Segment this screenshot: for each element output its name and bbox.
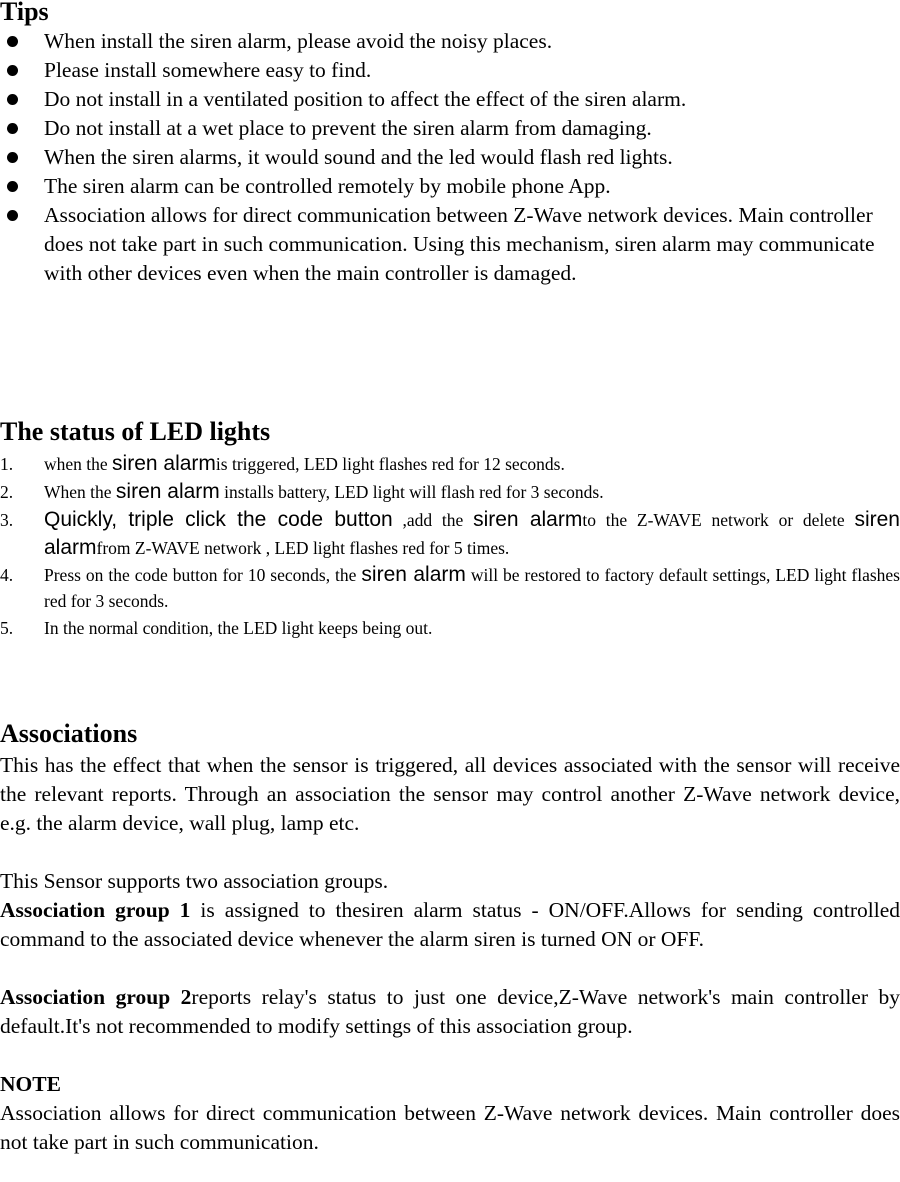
list-item — [0, 201, 900, 288]
list-item — [0, 172, 900, 201]
association-group-1 — [0, 896, 900, 954]
association-group-2 — [0, 983, 900, 1041]
tip-text: Association allows for direct communication between Z-Wave network devices. Main controller does not take part in such communication. Using this mechanism, siren alarm may communicate with other devices even when the main controller is damaged. — [44, 203, 875, 285]
tip-text: Do not install in a ventilated position to affect the effect of the siren alarm. — [44, 87, 687, 111]
item-term: siren alarm — [44, 508, 900, 559]
list-item — [0, 506, 900, 562]
item-text: When the — [44, 482, 116, 502]
list-item — [0, 56, 900, 85]
bullet-icon — [7, 210, 18, 221]
tip-text: Do not install at a wet place to prevent the siren alarm from damaging. — [44, 116, 652, 140]
list-item — [0, 478, 900, 506]
bullet-icon — [7, 123, 18, 134]
tip-text: The siren alarm can be controlled remotely by mobile phone App. — [44, 174, 611, 198]
bullet-icon — [7, 36, 18, 47]
item-number: 5. — [0, 618, 14, 638]
item-number: 1. — [0, 454, 14, 474]
item-number: 3. — [0, 510, 14, 530]
associations-intro: This has the effect that when the sensor is triggered, all devices associated with the sensor will receive the relevant reports. Through an association the sensor may control another Z-Wave network device, e.g. the alarm device, wall plug, lamp etc. — [0, 753, 900, 835]
item-text: ,add the — [392, 510, 474, 530]
item-number: 2. — [0, 482, 14, 502]
group-2-label: Association group 2 — [0, 985, 192, 1009]
note-label: NOTE — [0, 1072, 61, 1096]
associations-body — [0, 751, 900, 1157]
list-item — [0, 143, 900, 172]
bullet-icon — [7, 65, 18, 76]
associations-supports: This Sensor supports two association groups. — [0, 869, 389, 893]
item-text: In the normal condition, the LED light keeps being out. — [44, 618, 433, 638]
led-status-heading: The status of LED lights — [0, 417, 271, 446]
associations-heading: Associations — [0, 719, 138, 748]
tip-text: When the siren alarms, it would sound and the led would flash red lights. — [44, 145, 673, 169]
tips-list — [0, 27, 900, 288]
list-item — [0, 614, 900, 642]
item-number: 4. — [0, 565, 14, 585]
item-term: Quickly, triple click the code button — [44, 508, 393, 531]
item-text: to the Z-WAVE network or delete — [582, 510, 855, 530]
item-text: Press on the code button for 10 seconds, the — [44, 565, 362, 585]
item-text: when the — [44, 454, 113, 474]
group-2-text: reports relay's status to just one device,Z-Wave network's main controller by default.It's not recommended to modify settings of this association group. — [0, 985, 900, 1038]
tip-text: When install the siren alarm, please avoid the noisy places. — [44, 29, 553, 53]
item-term: siren alarm — [361, 563, 466, 586]
item-text: will be restored to factory default settings, LED light flashes red for 3 seconds. — [44, 565, 900, 611]
list-item — [0, 114, 900, 143]
item-text: is triggered, LED light flashes red for 12 seconds. — [215, 454, 565, 474]
bullet-icon — [7, 181, 18, 192]
bullet-icon — [7, 94, 18, 105]
item-term: siren alarm — [112, 452, 216, 475]
list-item — [0, 450, 900, 478]
tip-text: Please install somewhere easy to find. — [44, 58, 372, 82]
group-1-label: Association group 1 — [0, 898, 191, 922]
led-status-list — [0, 450, 900, 642]
item-text: from Z-WAVE network , LED light flashes red for 5 times. — [96, 538, 510, 558]
list-item — [0, 27, 900, 56]
list-item — [0, 85, 900, 114]
group-1-text: is assigned to thesiren alarm status - ON/OFF.Allows for sending controlled command to the associated device whenever the alarm siren is turned ON or OFF. — [0, 898, 900, 951]
item-term: siren alarm — [115, 480, 220, 503]
tips-heading: Tips — [0, 0, 49, 26]
note-label-line — [0, 1070, 900, 1099]
list-item — [0, 562, 900, 614]
bullet-icon — [7, 152, 18, 163]
item-text: installs battery, LED light will flash red for 3 seconds. — [219, 482, 604, 502]
note-text: Association allows for direct communication between Z-Wave network devices. Main controller does not take part in such communication. — [0, 1101, 900, 1154]
item-term: siren alarm — [473, 508, 583, 531]
